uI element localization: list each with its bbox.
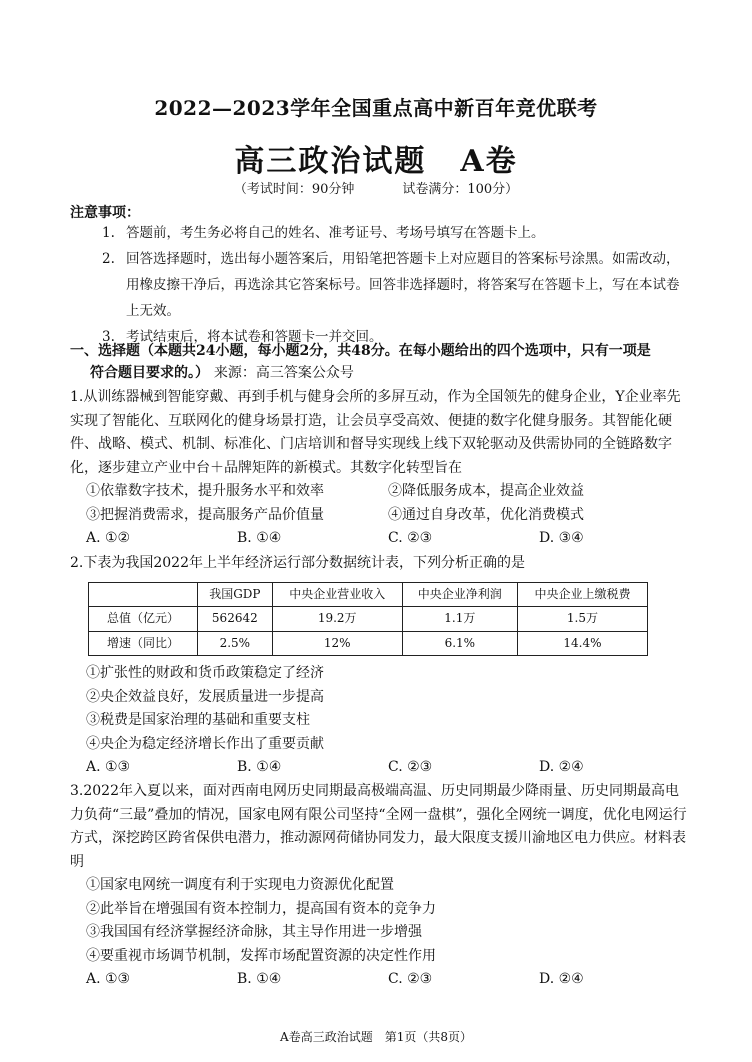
note-text: 回答选择题时，选出每小题答案后，用铅笔把答题卡上对应题目的答案标号涂黑。如需改动，用橡皮擦干净后，再选涂其它答案标号。回答非选择题时，将答案写在答题卡上，写在本试卷上无效。 xyxy=(126,251,680,319)
table-header-cell: 我国GDP xyxy=(198,582,273,607)
table-header-row xyxy=(89,582,648,607)
choice-c: C. ②③ xyxy=(388,530,433,546)
choice-a: A. ①③ xyxy=(86,971,131,987)
question-2 xyxy=(70,552,690,780)
option-statement: ③税费是国家治理的基础和重要支柱 xyxy=(86,712,310,728)
table-cell: 增速（同比） xyxy=(89,631,198,656)
option-statement: ④要重视市场调节机制，发挥市场配置资源的决定性作用 xyxy=(86,947,436,964)
option-row xyxy=(70,504,690,528)
note-item xyxy=(70,246,690,324)
choice-b: B. ①④ xyxy=(237,530,282,546)
table-cell: 2.5% xyxy=(198,631,273,656)
note-number: 1. xyxy=(102,225,115,241)
note-text: 答题前，考生务必将自己的姓名、准考证号、考场号填写在答题卡上。 xyxy=(126,225,545,241)
option-statement: ①依靠数字技术，提升服务水平和效率 xyxy=(86,483,324,499)
table-cell: 14.4% xyxy=(517,631,647,656)
data-table xyxy=(88,582,648,657)
table-cell: 12% xyxy=(272,631,402,656)
table-cell: 1.1万 xyxy=(402,607,517,632)
question-stem: 1.从训练器械到智能穿戴、再到手机与健身会所的多屏互动，作为全国领先的健身企业，Y企业率先实现了智能化、互联网化的健身场景打造，让会员享受高效、便捷的数字化健身服务。其智能化硬件、战略、模式、机制、标准化、门店培训和督导实现线上线下双轮驱动及供需协同的全链路数字化，逐步建立产业中台＋品牌矩阵的新模式。其数字化转型旨在 xyxy=(70,389,681,476)
option-statement: ②此举旨在增强国有资本控制力，提高国有资本的竞争力 xyxy=(86,900,436,917)
table-row xyxy=(89,631,648,656)
exam-time: （考试时间：90分钟 xyxy=(233,182,355,197)
section-source: 来源：高三答案公众号 xyxy=(213,365,354,381)
table-header-cell: 中央企业上缴税费 xyxy=(517,582,647,607)
table-cell: 1.5万 xyxy=(517,607,647,632)
note-item xyxy=(70,220,690,246)
note-text: 考试结束后，将本试卷和答题卡一并交回。 xyxy=(126,329,383,345)
question-1 xyxy=(70,386,690,551)
option-statement: ①国家电网统一调度有利于实现电力资源优化配置 xyxy=(86,877,394,893)
notes-title: 注意事项： xyxy=(70,205,140,221)
exam-meta xyxy=(0,178,752,197)
option-statement: ①扩张性的财政和货币政策稳定了经济 xyxy=(86,665,324,681)
table-header-cell xyxy=(89,582,198,607)
answer-choices xyxy=(70,968,690,992)
choice-a: A. ①② xyxy=(86,530,131,546)
option-statement: ②降低服务成本，提高企业效益 xyxy=(388,483,584,499)
choice-d: D. ②④ xyxy=(539,971,584,987)
option-row xyxy=(70,480,690,504)
choice-c: C. ②③ xyxy=(388,971,433,987)
exam-title: 2022—2023学年全国重点高中新百年竞优联考 xyxy=(154,96,598,120)
option-statement: ②央企效益良好，发展质量进一步提高 xyxy=(86,688,324,705)
choice-d: D. ③④ xyxy=(539,530,584,546)
choice-b: B. ①④ xyxy=(237,971,282,987)
choice-d: D. ②④ xyxy=(539,759,584,775)
page-footer: A卷高三政治试题 第1页（共8页） xyxy=(280,1030,472,1044)
table-cell: 19.2万 xyxy=(272,607,402,632)
note-number: 2. xyxy=(102,251,115,267)
option-statement: ③我国国有经济掌握经济命脉，其主导作用进一步增强 xyxy=(86,924,422,940)
table-header-cell: 中央企业净利润 xyxy=(402,582,517,607)
choice-b: B. ①④ xyxy=(237,759,282,775)
table-cell: 562642 xyxy=(198,607,273,632)
exam-score: 试卷满分：100分） xyxy=(402,182,519,197)
question-stem: 3.2022年入夏以来，面对西南电网历史同期最高极端高温、历史同期最少降雨量、历史同期最高电力负荷“三最”叠加的情况，国家电网有限公司坚持“全网一盘棋”，强化全网统一调度，优化电网运行方式，深挖跨区跨省保供电潜力，推动源网荷储协同发力，最大限度支援川渝地区电力供应。材料表明 xyxy=(70,783,687,870)
option-statement: ④通过自身改革，优化消费模式 xyxy=(388,506,584,523)
section-heading-line1: 一、选择题（本题共24小题，每小题2分，共48分。在每小题给出的四个选项中，只有一项是 xyxy=(70,343,651,359)
answer-choices xyxy=(70,527,690,551)
table-header-cell: 中央企业营业收入 xyxy=(272,582,402,607)
section-heading xyxy=(70,340,690,384)
section-heading-line2: 符合题目要求的。） 来源：高三答案公众号 xyxy=(90,365,354,381)
question-stem: 2.下表为我国2022年上半年经济运行部分数据统计表，下列分析正确的是 xyxy=(70,555,525,571)
table-row xyxy=(89,607,648,632)
question-3 xyxy=(70,780,690,992)
option-statement: ④央企为稳定经济增长作出了重要贡献 xyxy=(86,735,324,752)
paper-version: A卷 xyxy=(460,144,518,179)
table-cell: 总值（亿元） xyxy=(89,607,198,632)
note-number: 3. xyxy=(102,329,115,345)
table-cell: 6.1% xyxy=(402,631,517,656)
choice-a: A. ①③ xyxy=(86,759,131,775)
choice-c: C. ②③ xyxy=(388,759,433,775)
answer-choices xyxy=(70,756,690,780)
paper-title xyxy=(0,136,752,180)
option-statement: ③把握消费需求，提高服务产品价值量 xyxy=(86,506,324,523)
paper-subject: 高三政治试题 xyxy=(234,144,427,179)
notes-list xyxy=(70,220,690,350)
